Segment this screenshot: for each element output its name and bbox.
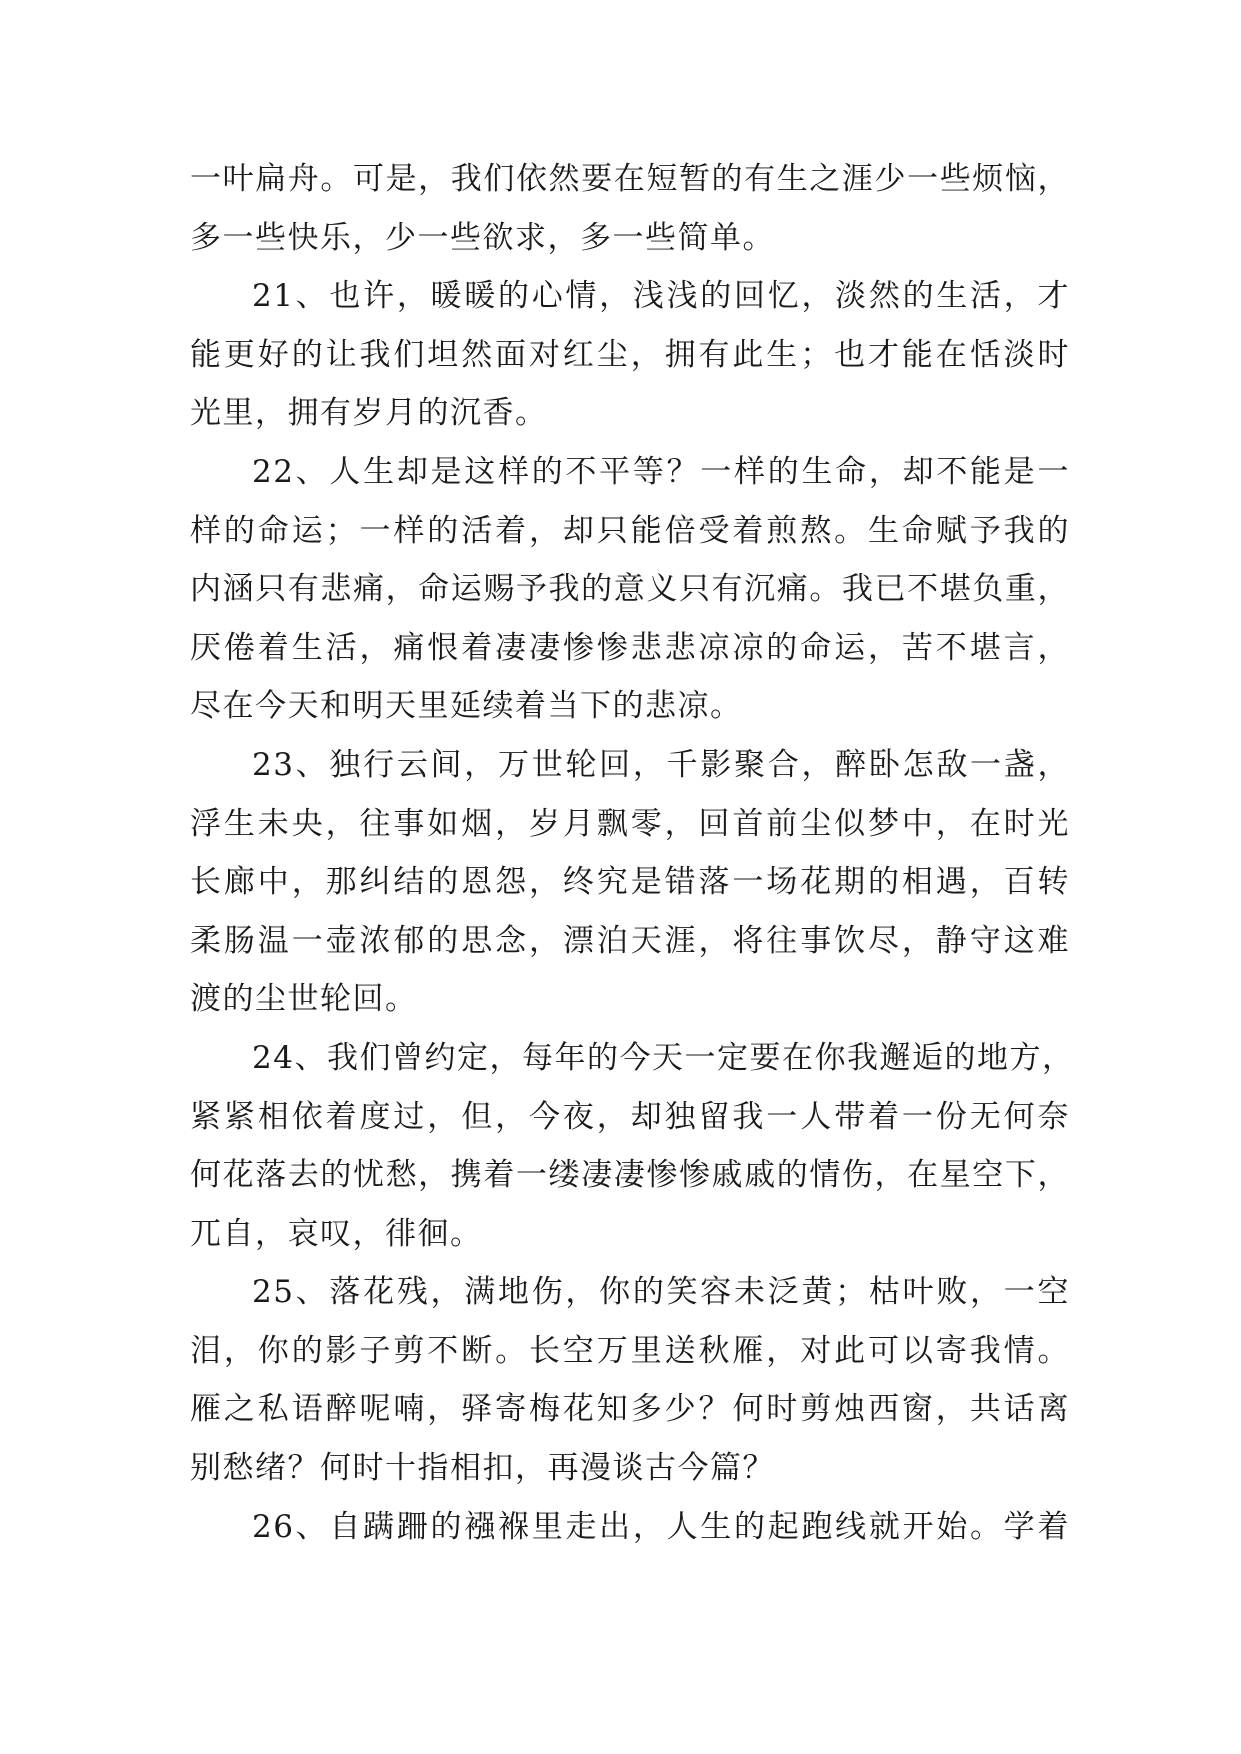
text-line: 紧紧相依着度过，但，今夜，却独留我一人带着一份无何奈 [190,1098,1070,1135]
paragraph-continuation [190,150,1070,267]
text-line: 一叶扁舟。可是，我们依然要在短暂的有生之涯少一些烦恼， [190,161,1070,197]
text-line: 雁之私语醉呢喃，驿寄梅花知多少？何时剪烛西窗，共话离 [190,1391,1070,1428]
text-line: 尽在今天和明天里延续着当下的悲凉。 [190,688,743,725]
text-line: 26、自蹒跚的襁褓里走出，人生的起跑线就开始。学着 [252,1508,1070,1545]
paragraph-24 [190,1029,1075,1263]
text-line: 25、落花残，满地伤，你的笑容未泛黄；枯叶败，一空 [252,1274,1070,1311]
paragraph-25 [190,1263,1070,1497]
text-line: 渡的尘世轮回。 [190,981,418,1018]
paragraph-26 [190,1498,1070,1557]
text-line: 样的命运；一样的活着，却只能倍受着煎熬。生命赋予我的 [190,512,1070,549]
text-line: 24、我们曾约定，每年的今天一定要在你我邂逅的地方， [252,1039,1075,1076]
paragraph-21 [190,267,1070,443]
document-body [190,150,1075,1556]
text-line: 兀自，哀叹，徘徊。 [190,1215,483,1252]
text-line: 长廊中，那纠结的恩怨，终究是错落一场花期的相遇，百转 [190,864,1070,901]
text-line: 何花落去的忧愁，携着一缕凄凄惨惨戚戚的情伤，在星空下， [190,1157,1070,1194]
paragraph-23 [190,736,1070,1029]
text-line: 柔肠温一壶浓郁的思念，漂泊天涯，将往事饮尽，静守这难 [190,922,1070,959]
text-line: 别愁绪？何时十指相扣，再漫谈古今篇？ [190,1450,775,1487]
text-line: 21、也许，暖暖的心情，浅浅的回忆，淡然的生活，才 [252,278,1070,315]
text-line: 浮生未央，往事如烟，岁月飘零，回首前尘似梦中，在时光 [190,805,1070,842]
text-line: 内涵只有悲痛，命运赐予我的意义只有沉痛。我已不堪负重， [190,571,1070,608]
text-line: 多一些快乐，少一些欲求，多一些简单。 [190,219,775,256]
paragraph-22 [190,443,1070,736]
text-line: 光里，拥有岁月的沉香。 [190,395,548,432]
text-line: 泪，你的影子剪不断。长空万里送秋雁，对此可以寄我情。 [190,1332,1070,1369]
text-line: 能更好的让我们坦然面对红尘，拥有此生；也才能在恬淡时 [190,336,1070,373]
text-line: 23、独行云间，万世轮回，千影聚合，醉卧怎敌一盏， [252,746,1070,783]
text-line: 22、人生却是这样的不平等？一样的生命，却不能是一 [252,453,1070,490]
text-line: 厌倦着生活，痛恨着凄凄惨惨悲悲凉凉的命运，苦不堪言， [190,629,1070,666]
